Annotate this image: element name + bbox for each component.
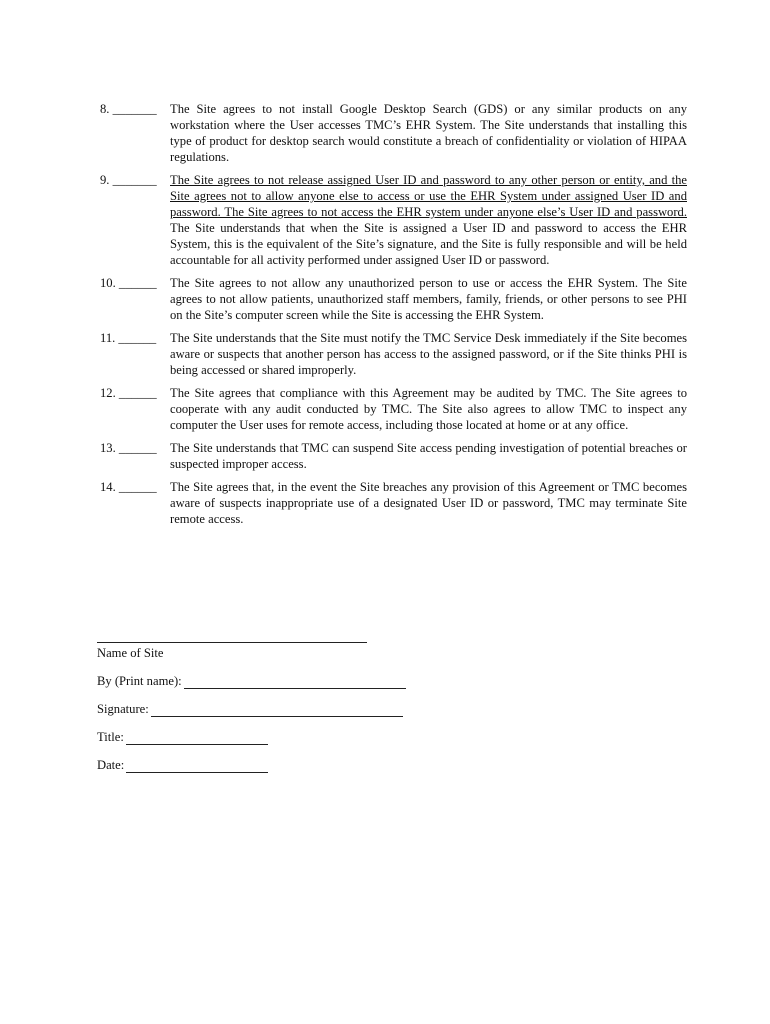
print-name-label: By (Print name): <box>97 674 182 688</box>
date-field[interactable] <box>126 759 268 773</box>
item-text: The Site agrees that, in the event the Site breaches any provision of this Agreement or TMC becomes aware of suspects inappropriate use of a designated User ID or password, TMC may terminate Site remote access. <box>170 480 687 526</box>
agreement-item-9 <box>97 172 687 268</box>
item-number: 10. ______ <box>100 276 157 290</box>
agreement-item-12 <box>97 385 687 433</box>
title-field[interactable] <box>126 731 268 745</box>
agreement-item-13 <box>97 440 687 472</box>
item-number: 13. ______ <box>100 441 157 455</box>
title-row <box>97 729 427 745</box>
print-name-row <box>97 673 427 689</box>
print-name-field[interactable] <box>184 675 406 689</box>
item-number: 12. ______ <box>100 386 157 400</box>
item-text: The Site agrees that compliance with this Agreement may be audited by TMC. The Site agrees to cooperate with any audit conducted by TMC. The Site also agrees to allow TMC to inspect any computer the User uses for remote access, including those located at home or at any office. <box>170 386 687 432</box>
signature-block <box>97 627 427 773</box>
item-text: The Site understands that the Site must notify the TMC Service Desk immediately if the Site becomes aware or suspects that another person has access to the assigned password, or if the Site thinks PHI is being accessed or shared improperly. <box>170 331 687 377</box>
date-row <box>97 757 427 773</box>
item-number: 14. ______ <box>100 480 157 494</box>
item-text: The Site agrees to not install Google Desktop Search (GDS) or any similar products on any workstation where the User accesses TMC’s EHR System. The Site understands that installing this type of product for desktop search would constitute a breach of confidentiality or violation of HIPAA regulations. <box>170 102 687 164</box>
agreement-item-11 <box>97 330 687 378</box>
signature-row <box>97 701 427 717</box>
agreement-items <box>97 101 687 534</box>
date-label: Date: <box>97 758 125 772</box>
item-number: 8. _______ <box>100 102 157 116</box>
item-text: The Site understands that when the Site is assigned a User ID and password to access the EHR System, this is the equivalent of the Site’s signature, and the Site is fully responsible and will be held accountable for all activity performed under assigned User ID or password. <box>170 221 687 267</box>
item-underlined-text: The Site agrees to not release assigned User ID and password to any other person or entity, and the Site agrees not to allow anyone else to access or use the EHR System under assigned User ID and password. The Site agrees to not access the EHR system under anyone else’s User ID and password. <box>170 173 687 219</box>
name-of-site-line[interactable] <box>97 627 367 643</box>
agreement-item-14 <box>97 479 687 527</box>
item-text: The Site understands that TMC can suspend Site access pending investigation of potential breaches or suspected improper access. <box>170 441 687 471</box>
signature-field[interactable] <box>151 703 403 717</box>
item-number: 11. ______ <box>100 331 157 345</box>
signature-label: Signature: <box>97 702 149 716</box>
item-number: 9. _______ <box>100 173 157 187</box>
agreement-item-10 <box>97 275 687 323</box>
name-of-site-label: Name of Site <box>97 646 164 660</box>
item-body <box>170 172 687 268</box>
title-label: Title: <box>97 730 124 744</box>
item-text: The Site agrees to not allow any unauthorized person to use or access the EHR System. The Site agrees to not allow patients, unauthorized staff members, family, friends, or other persons to see PHI on the Site’s computer screen while the Site is accessing the EHR System. <box>170 276 687 322</box>
agreement-item-8 <box>97 101 687 165</box>
name-of-site-row <box>97 645 427 661</box>
